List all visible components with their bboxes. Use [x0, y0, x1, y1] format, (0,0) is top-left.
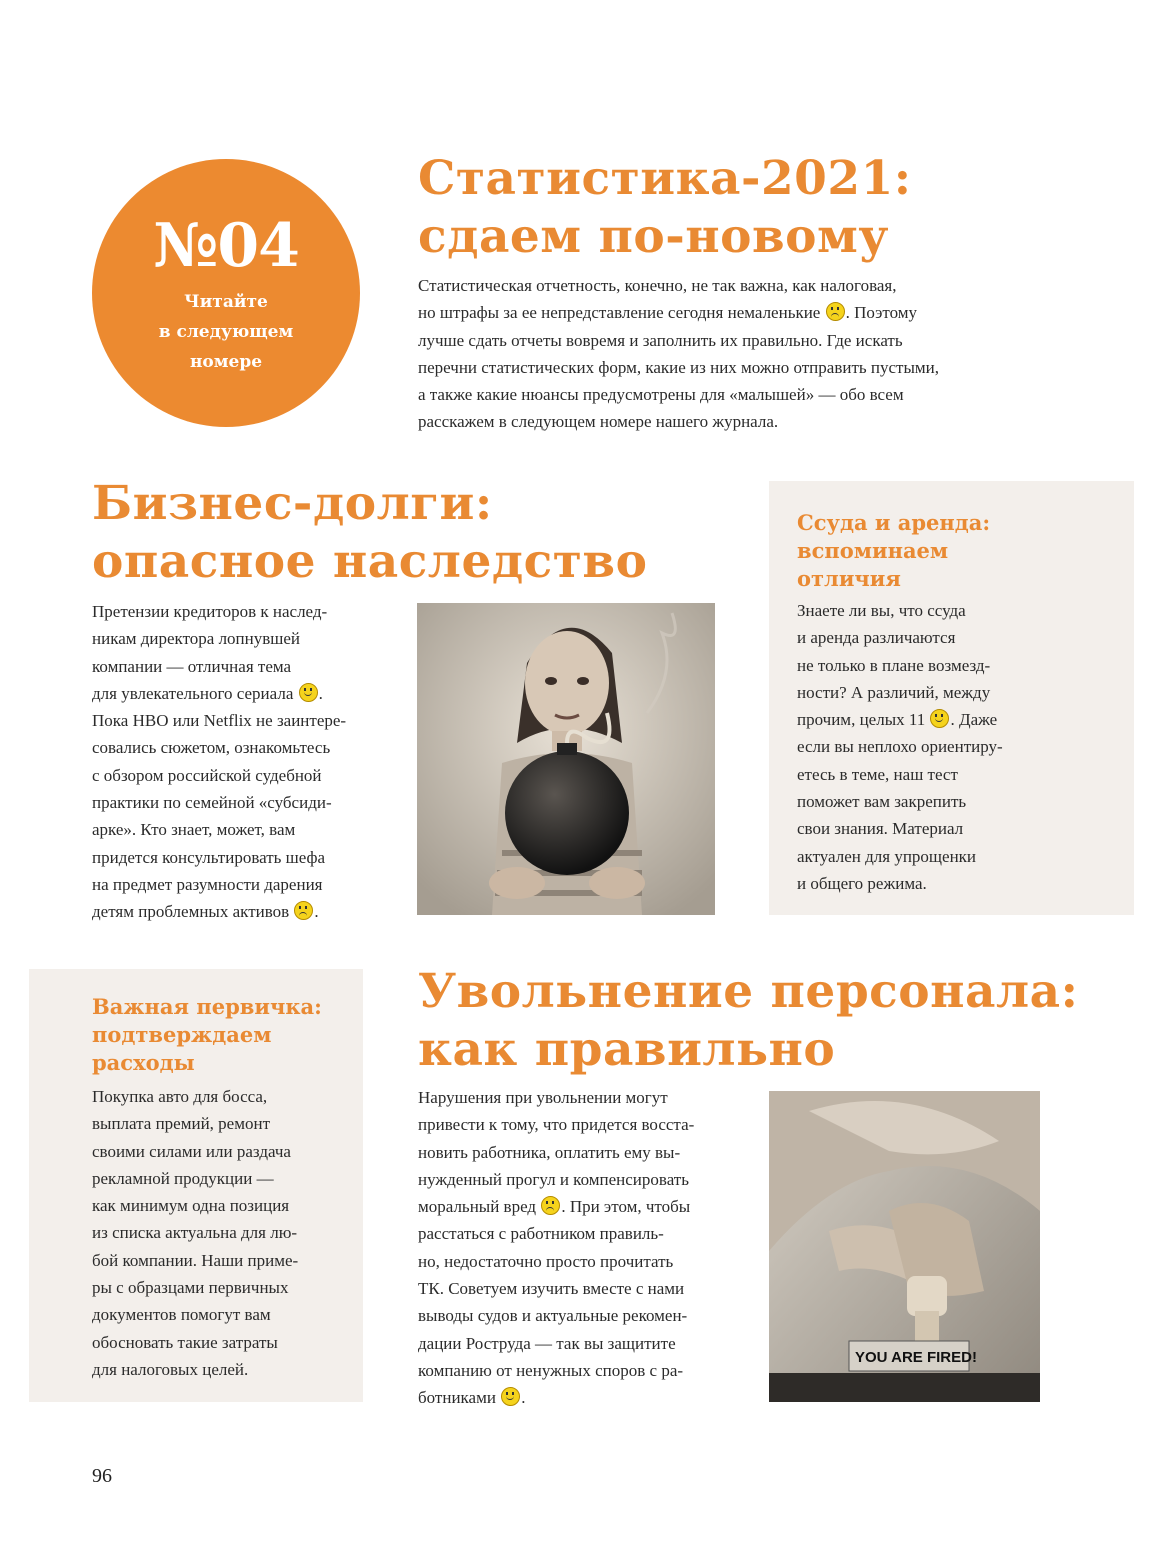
smile-icon — [501, 1387, 520, 1406]
page-number: 96 — [92, 1465, 112, 1487]
article-debts-body: Претензии кредиторов к наслед- никам директора лопнувшей компании — отличная тема для увлекательного сериала . Пока HBO или Netflix не заинтере- совались сюжетом, ознакомьтесь с обзором российской судебной практики по семейной «субсиди- арке». Кто знает, может, вам придется консультировать шефа на предмет разумности дарения детям проблемных активов . — [92, 602, 347, 922]
issue-badge — [92, 159, 360, 427]
article-loan-body: Знаете ли вы, что ссуда и аренда различаются не только в плане возмезд- ности? А различий, между прочим, целых 11 . Даже если вы неплохо ориентиру- етесь в теме, наш тест поможет вам закрепить свои знания. Материал актуален для упрощенки и общего режима. — [797, 601, 1003, 893]
article-primary-docs-body: Покупка авто для босса, выплата премий, ремонт своими силами или раздача рекламной продукции — как минимум одна позиция из списка актуальна для лю- бой компании. Наши приме- ры с образцами первичных документов помогут вам обосновать такие затраты для налоговых целей. — [92, 1087, 299, 1379]
article-statistics-body: Статистическая отчетность, конечно, не так важна, как налоговая, но штрафы за ее непредставление сегодня немаленькие . Поэтому лучше сдать отчеты вовремя и заполнить их правильно. Где искать перечни статистических форм, какие из них можно отправить пустыми, а также какие нюансы предусмотрены для «малышей» — обо всем расскажем в следующем номере нашего журнала. — [418, 276, 939, 432]
smile-icon — [930, 709, 949, 728]
article-loan-title: Ссуда и аренда: вспоминаем отличия — [797, 510, 991, 591]
sad-face-icon — [294, 901, 313, 920]
article-statistics — [418, 150, 1118, 266]
article-loan-box — [769, 481, 1134, 915]
girl-with-bomb-photo — [417, 603, 715, 915]
stamp-text: YOU ARE FIRED! — [855, 1349, 977, 1366]
sad-face-icon — [541, 1196, 560, 1215]
article-debts-title: Бизнес-долги: опасное наследство — [92, 476, 648, 589]
article-primary-docs-box — [29, 969, 363, 1402]
stamp-photo — [769, 1091, 1040, 1402]
badge-caption: Читайте в следующем номере — [158, 292, 294, 372]
issue-number: №04 — [153, 211, 299, 281]
article-statistics-title: Статистика-2021: сдаем по-новому — [418, 151, 912, 264]
article-dismissal-title: Увольнение персонала: как правильно — [418, 964, 1079, 1077]
article-dismissal-body: Нарушения при увольнении могут привести к тому, что придется восста- новить работника, оплатить ему вы- нужденный прогул и компенсировать моральный вред . При этом, чтобы расстаться с работником правиль- но, недостаточно просто прочитать ТК. Советуем изучить вместе с нами выводы судов и актуальные рекомен- дации Роструда — так вы защитите компанию от ненужных споров с ра- ботниками . — [418, 1088, 695, 1408]
sad-face-icon — [826, 302, 845, 321]
smile-icon — [299, 683, 318, 702]
article-primary-docs-title: Важная первичка: подтверждаем расходы — [92, 994, 322, 1075]
